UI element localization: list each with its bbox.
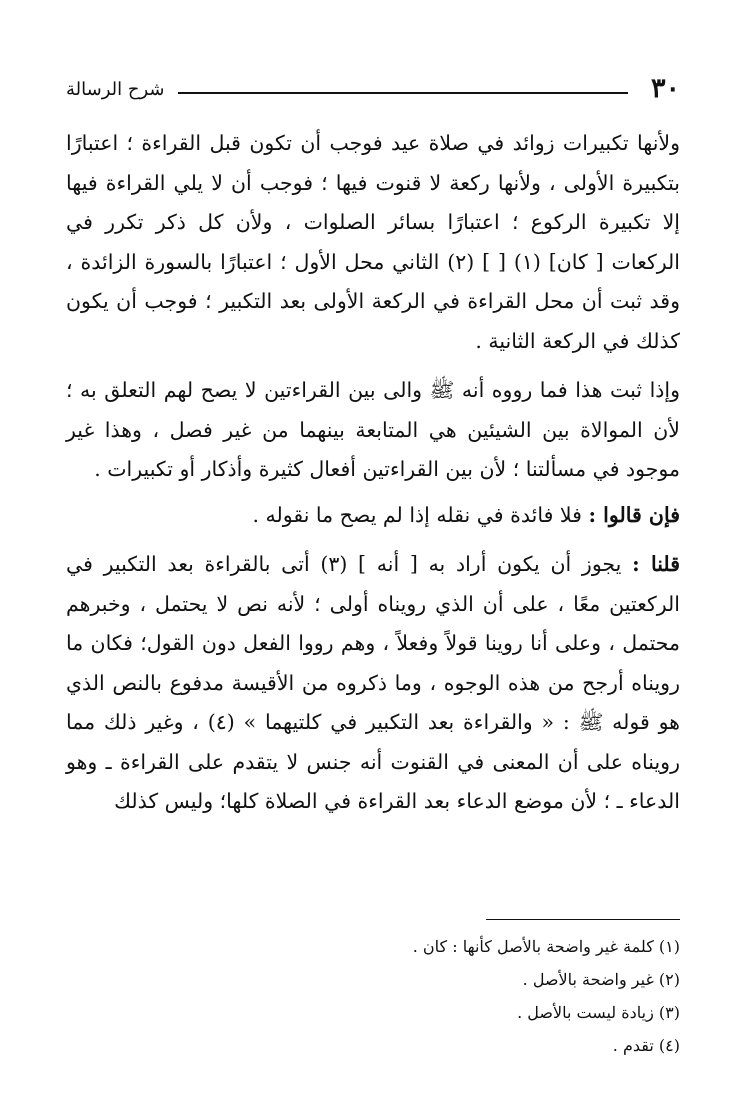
footnote-separator [486, 919, 680, 920]
footnote: (٢) غير واضحة بالأصل . [522, 970, 680, 989]
footnotes [80, 930, 680, 1062]
header-rule [178, 92, 628, 94]
paragraph-lead: قلنا : [632, 552, 680, 576]
paragraph: وإذا ثبت هذا فما رووه أنه ﷺ والى بين القراءتين لا يصح لهم التعلق به ؛ لأن الموالاة بين الشيئين هي المتابعة بينهما من غير فصل ، وهذا غير موجود في مسألتنا ؛ لأن بين القراءتين أفعال كثيرة وأذكار أو تكبيرات . [66, 378, 680, 481]
main-text [66, 124, 680, 822]
paragraph-body: يجوز أن يكون أراد به [ أنه ] (٣) أتى بالقراءة بعد التكبير في الركعتين معًا ، على أن الذي رويناه أولى ؛ لأنه نص لا يحتمل ، وخبرهم محتمل ، وعلى أنا روينا قولاً وفعلاً ، وهم رووا الفعل دون القول؛ فكان ما رويناه أرجح من هذه الوجوه ، وما ذكروه من الأقيسة مدفوع بالنص الذي هو قوله ﷺ : « والقراءة بعد التكبير في كلتيهما » (٤) ، وغير ذلك مما رويناه على أن المعنى في القنوت أنه جنس لا يتقدم على القراءة ـ وهو الدعاء ـ ؛ لأن موضع الدعاء بعد القراءة في الصلاة كلها؛ وليس كذلك [66, 552, 680, 813]
footnote: (٤) تقدم . [612, 1036, 680, 1055]
footnote: (١) كلمة غير واضحة بالأصل كأنها : كان . [412, 937, 680, 956]
paragraph-lead: فإن قالوا : [588, 502, 680, 527]
footnote: (٣) زيادة ليست بالأصل . [517, 1003, 680, 1022]
page-header [66, 70, 680, 110]
paragraph [66, 496, 680, 536]
paragraph-body: فلا فائدة في نقله إذا لم يصح ما نقوله . [252, 502, 582, 527]
running-title: شرح الرسالة [66, 79, 165, 100]
page-number: ٣٠ [650, 73, 680, 104]
paragraph [66, 545, 680, 822]
paragraph: ولأنها تكبيرات زوائد في صلاة عيد فوجب أن تكون قبل القراءة ؛ اعتبارًا بتكبيرة الأولى ، ولأنها ركعة لا قنوت فيها ؛ فوجب أن لا يلي القراءة فيها إلا تكبيرة الركوع ؛ اعتبارًا بسائر الصلوات ، ولأن كل ذكر تكرر في الركعات [ كان] (١) [ ] (٢) الثاني محل الأول ؛ اعتبارًا بالسورة الزائدة ، وقد ثبت أن محل القراءة في الركعة الأولى بعد التكبير ؛ فوجب أن يكون كذلك في الركعة الثانية . [66, 131, 680, 353]
